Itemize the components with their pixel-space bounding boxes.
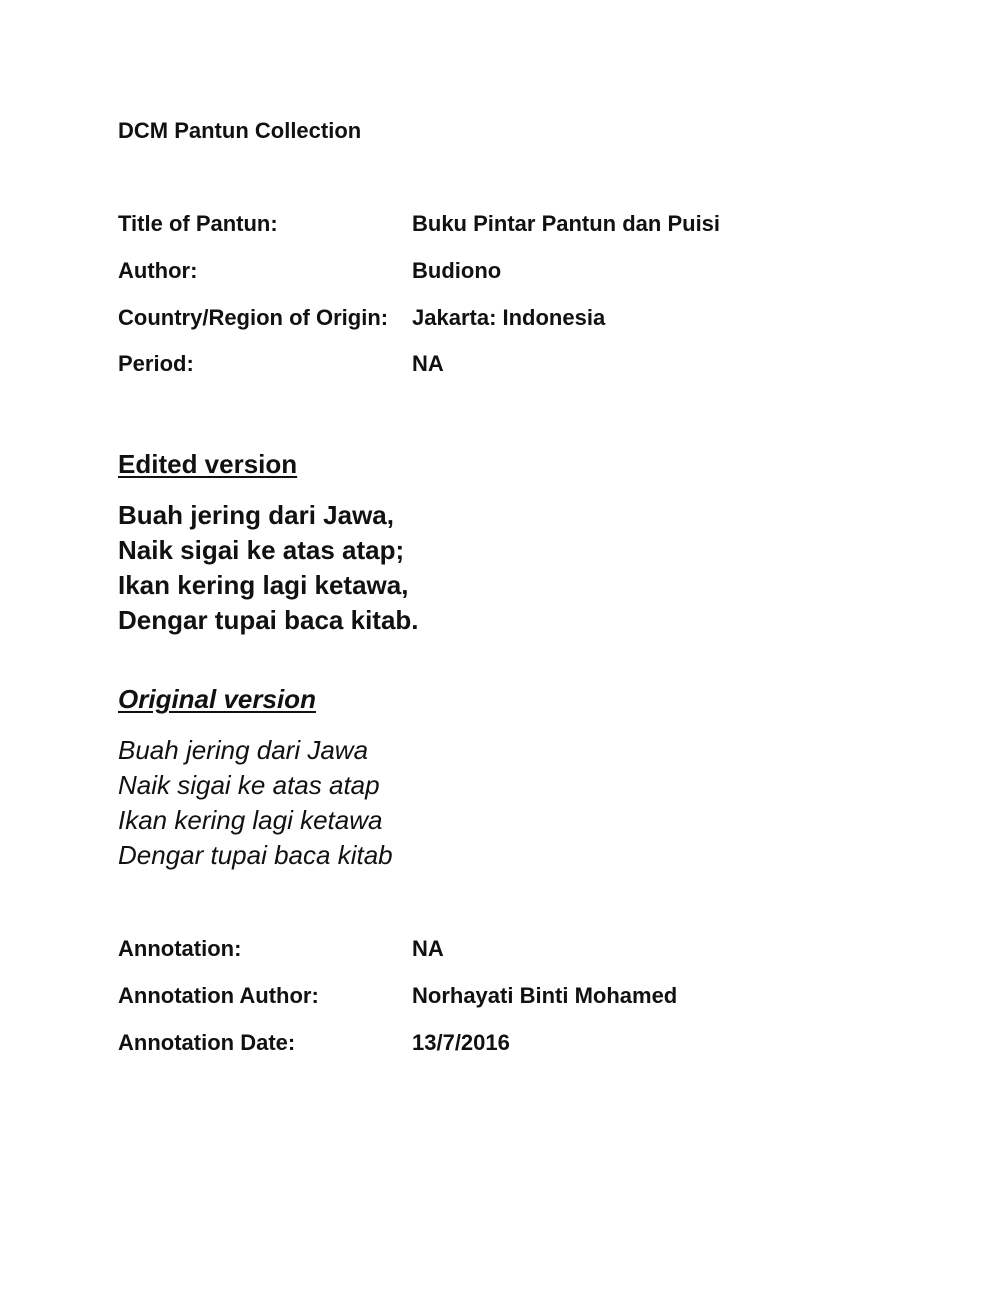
annotation-value: NA (412, 936, 444, 961)
verse-line: Buah jering dari Jawa, (118, 500, 394, 530)
origin-label: Country/Region of Origin: (118, 305, 389, 330)
original-verse (118, 733, 393, 873)
annotation-date-label: Annotation Date: (118, 1030, 296, 1055)
verse-line: Ikan kering lagi ketawa, (118, 570, 409, 600)
verse-line: Dengar tupai baca kitab (118, 840, 393, 870)
annotation-date-value: 13/7/2016 (412, 1030, 510, 1055)
title-value: Buku Pintar Pantun dan Puisi (412, 211, 721, 236)
period-label: Period: (118, 351, 194, 376)
author-label: Author: (118, 258, 198, 283)
edited-version-heading: Edited version (118, 449, 298, 479)
annotation-label: Annotation: (118, 936, 242, 961)
verse-line: Buah jering dari Jawa (118, 735, 369, 765)
verse-line: Naik sigai ke atas atap (118, 770, 380, 800)
verse-line: Naik sigai ke atas atap; (118, 535, 405, 565)
edited-verse (118, 498, 419, 638)
annotation-author-value: Norhayati Binti Mohamed (412, 983, 678, 1008)
verse-line: Ikan kering lagi ketawa (118, 805, 383, 835)
verse-line: Dengar tupai baca kitab. (118, 605, 419, 635)
annotation-author-label: Annotation Author: (118, 983, 319, 1008)
author-value: Budiono (412, 258, 502, 283)
original-version-heading: Original version (118, 684, 316, 714)
title-label: Title of Pantun: (118, 211, 278, 236)
origin-value: Jakarta: Indonesia (412, 305, 606, 330)
period-value: NA (412, 351, 444, 376)
collection-title: DCM Pantun Collection (118, 118, 362, 143)
